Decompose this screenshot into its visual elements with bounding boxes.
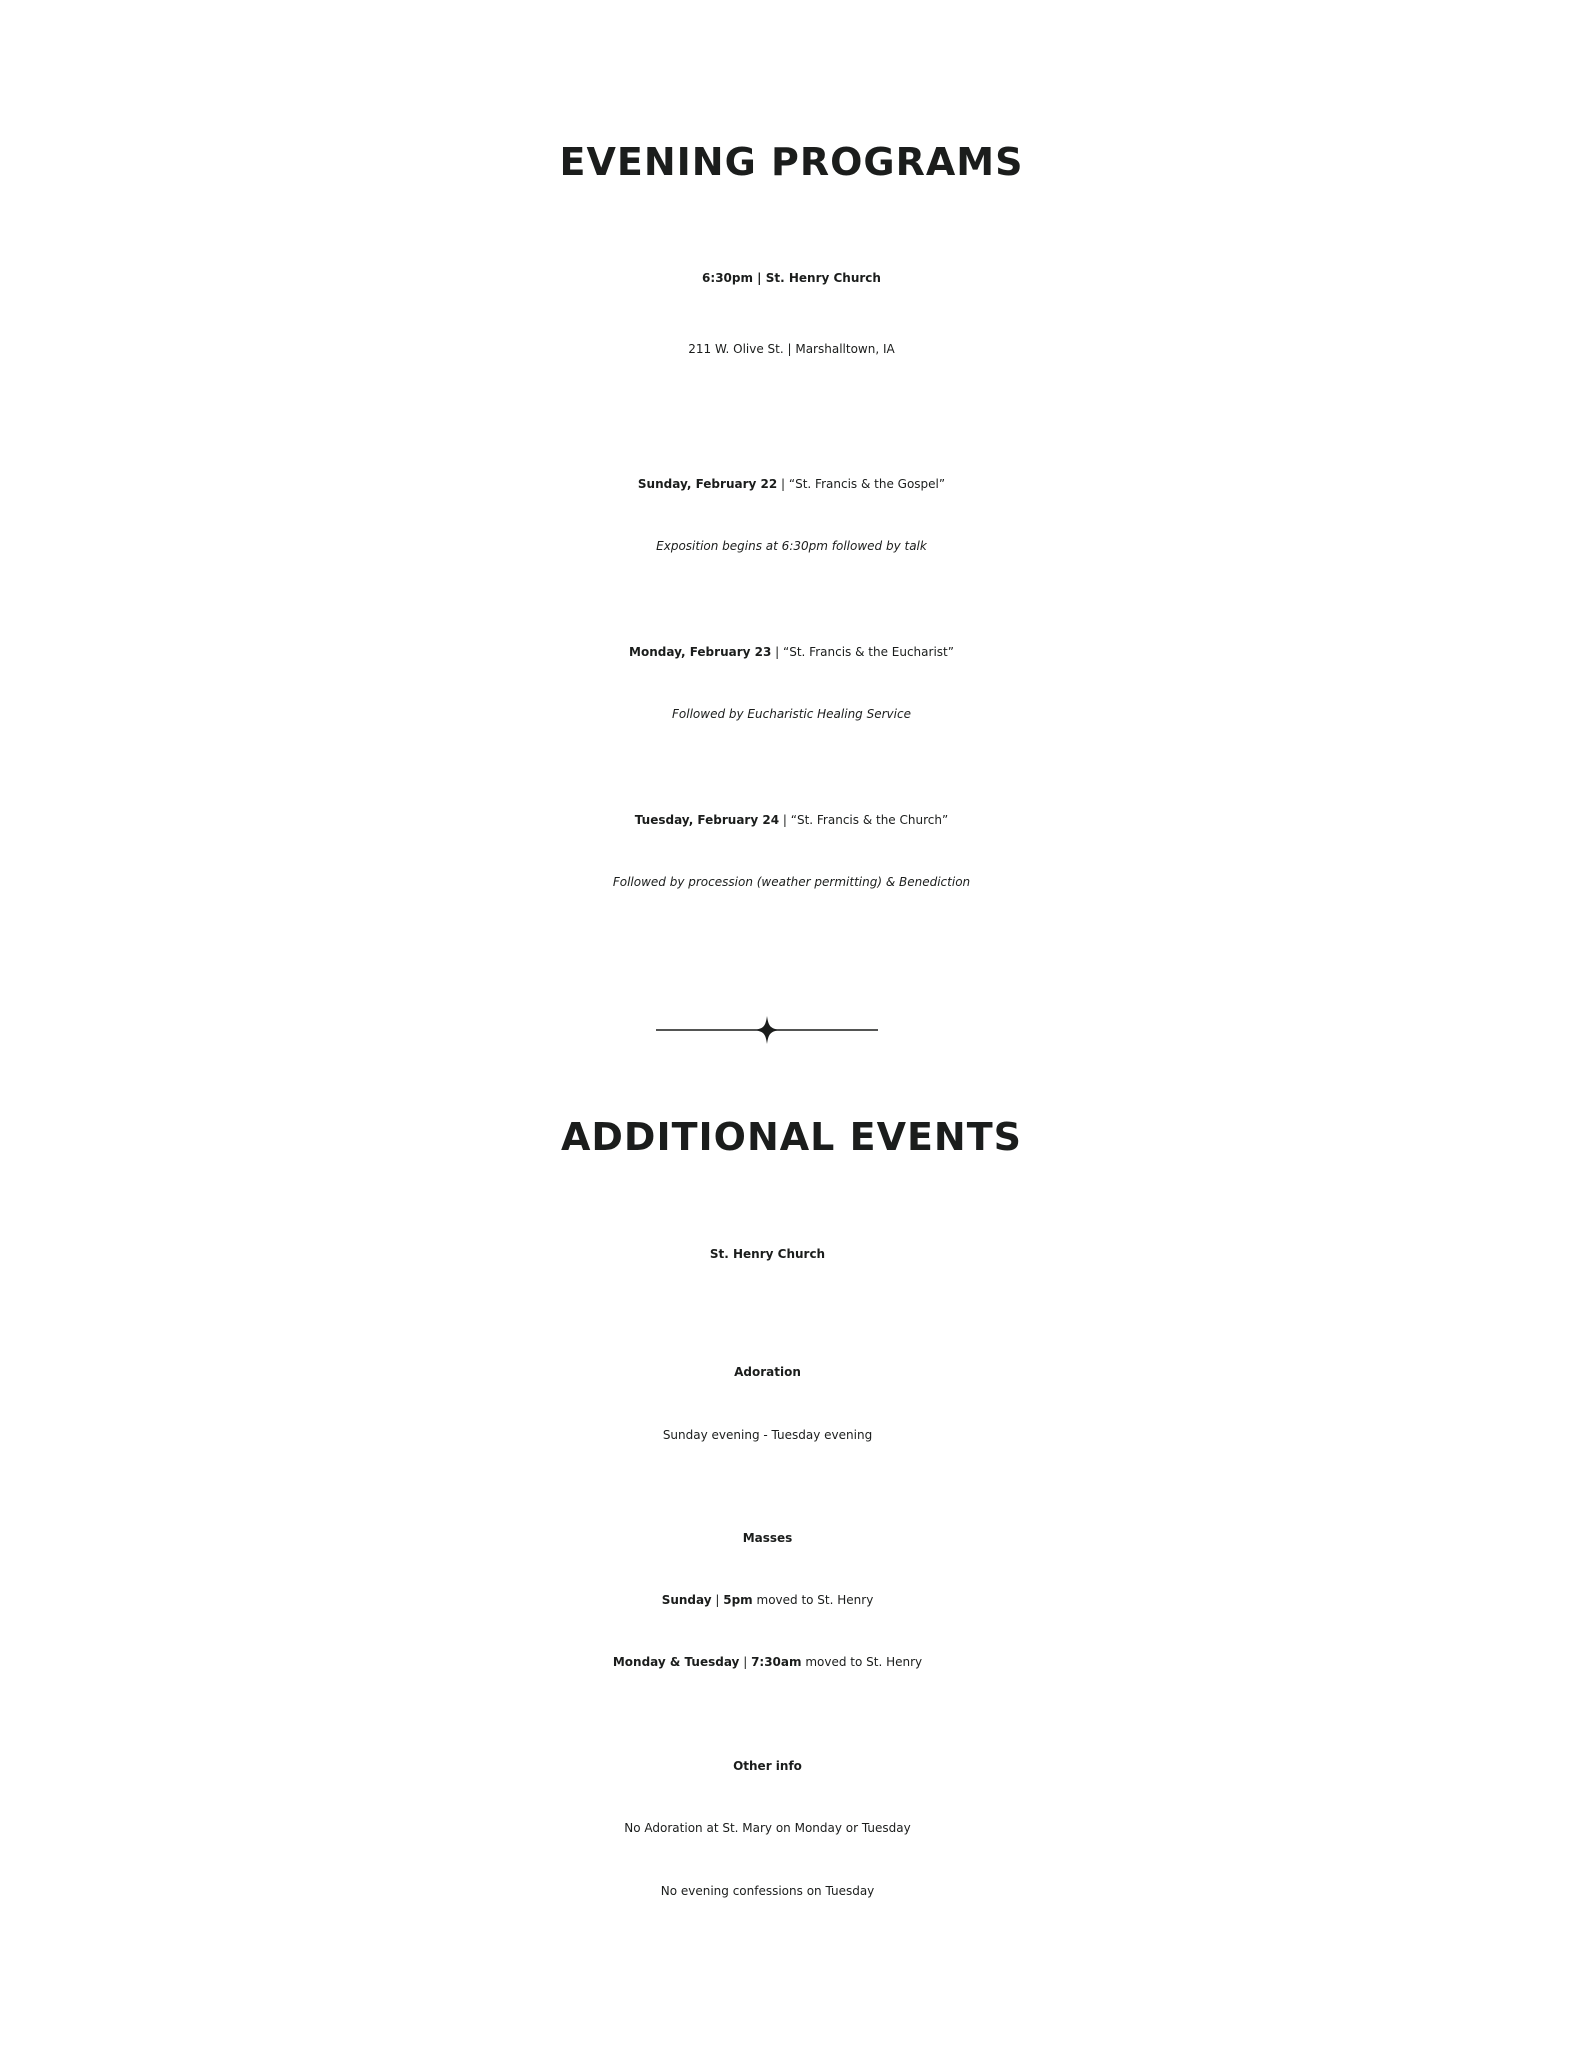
mass-row-sunday (0, 1594, 1559, 1606)
additional-location: St. Henry Church (709, 1247, 826, 1261)
event-sunday-heading (0, 478, 1583, 490)
mass-day: Monday & Tuesday (612, 1655, 740, 1669)
additional-events-title: ADDITIONAL EVENTS (560, 1115, 1023, 1159)
mass-day: Sunday (661, 1593, 712, 1607)
event-separator: | (777, 477, 789, 491)
event-tuesday-heading (0, 814, 1583, 826)
event-day: Sunday, February 22 (637, 477, 778, 491)
event-topic: “St. Francis & the Eucharist” (783, 645, 954, 659)
evening-programs-title: EVENING PROGRAMS (559, 140, 1024, 184)
mass-time: 7:30am (751, 1655, 802, 1669)
event-day: Monday, February 23 (629, 645, 772, 659)
event-tuesday-note: Followed by procession (weather permitting) & Benediction (612, 875, 971, 889)
four-point-star-icon (656, 1010, 878, 1050)
evening-time-location: 6:30pm | St. Henry Church (702, 271, 881, 285)
adoration-label: Adoration (734, 1365, 801, 1379)
event-separator: | (771, 645, 783, 659)
event-day: Tuesday, February 24 (634, 813, 780, 827)
event-separator: | (779, 813, 791, 827)
church-address: 211 W. Olive St. | Marshalltown, IA (688, 342, 895, 356)
mass-time: 5pm (723, 1593, 753, 1607)
masses-label: Masses (742, 1531, 793, 1545)
event-sunday-note: Exposition begins at 6:30pm followed by talk (656, 539, 927, 553)
mass-separator: | (711, 1593, 724, 1607)
event-monday-heading (0, 646, 1583, 658)
mass-row-weekday (0, 1656, 1559, 1668)
event-monday-note: Followed by Eucharistic Healing Service (672, 707, 911, 721)
adoration-text: Sunday evening - Tuesday evening (662, 1428, 873, 1442)
mass-note: moved to St. Henry (801, 1655, 923, 1669)
other-info-line: No evening confessions on Tuesday (660, 1884, 875, 1898)
event-topic: “St. Francis & the Church” (790, 813, 949, 827)
other-info-label: Other info (733, 1759, 802, 1773)
mass-note: moved to St. Henry (752, 1593, 874, 1607)
event-topic: “St. Francis & the Gospel” (788, 477, 946, 491)
other-info-line: No Adoration at St. Mary on Monday or Tuesday (624, 1821, 911, 1835)
mass-separator: | (739, 1655, 752, 1669)
